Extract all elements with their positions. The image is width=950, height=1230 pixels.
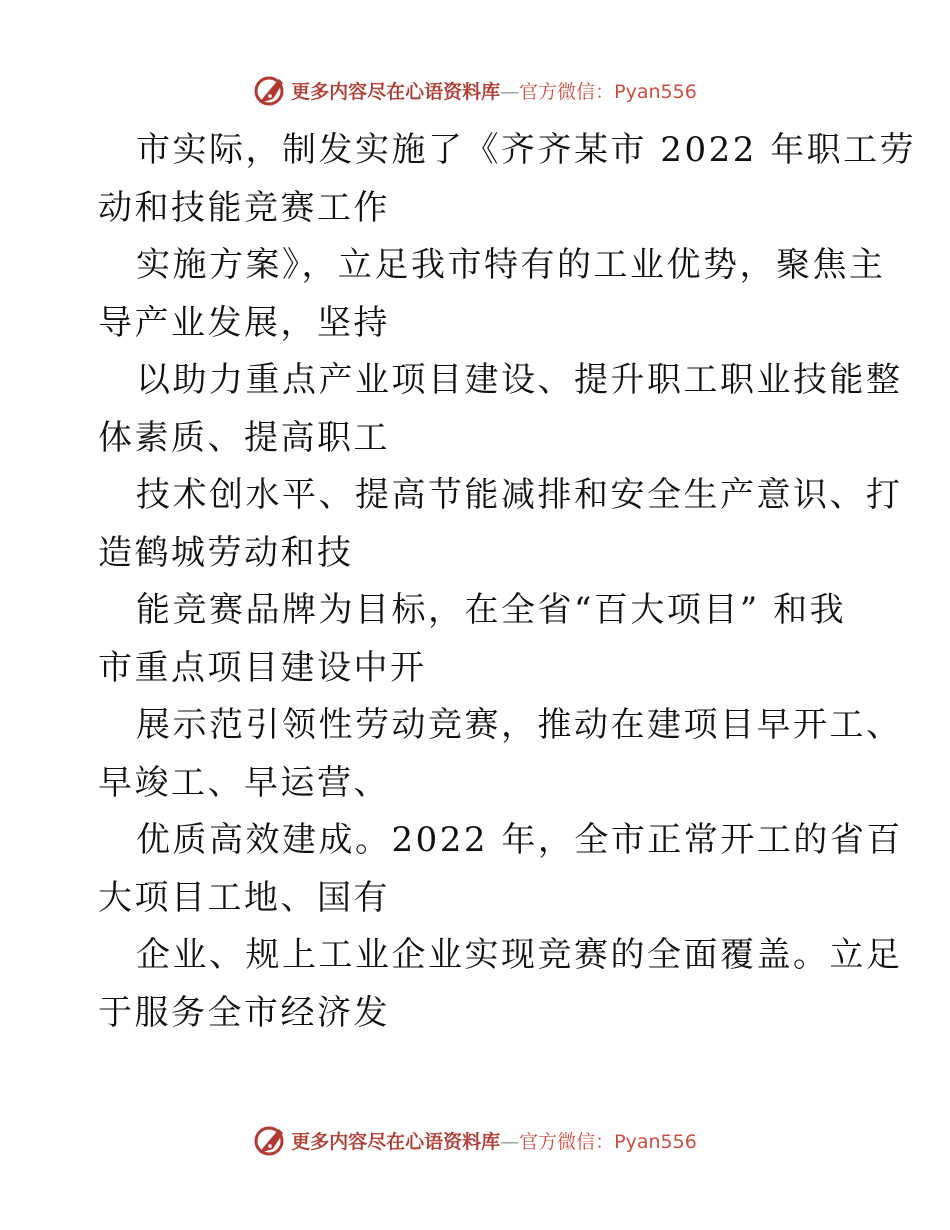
footer-banner (0, 1120, 950, 1160)
header-banner (0, 70, 950, 110)
banner-brand-text: 更多内容尽在心语资料库 (291, 1130, 501, 1153)
banner-wechat-text: 官方微信：Pyan556 (519, 1130, 697, 1153)
body-line: 能竞赛品牌为目标，在全省“百大项目” 和我 (136, 590, 847, 630)
body-line: 造鹤城劳动和技 (98, 532, 354, 573)
banner-separator: — (500, 80, 520, 103)
body-line: 体素质、提高职工 (98, 417, 390, 458)
banner-separator: — (500, 1130, 520, 1153)
body-line: 大项目工地、国有 (98, 877, 390, 918)
banner-text (291, 77, 697, 104)
body-line: 展示范引领性劳动竞赛，推动在建项目早开工、 (136, 705, 903, 745)
banner-text (291, 1127, 697, 1154)
banner-wechat-text: 官方微信：Pyan556 (519, 80, 697, 103)
body-line: 优质高效建成。2022 年，全市正常开工的省百 (136, 820, 903, 860)
body-line: 实施方案》，立足我市特有的工业优势，聚焦主 (136, 245, 886, 285)
pen-nib-circle-icon (253, 1123, 287, 1157)
body-line: 导产业发展，坚持 (98, 302, 390, 343)
body-line: 市实际，制发实施了《齐齐某市 2022 年职工劳 (136, 130, 917, 170)
document-body (98, 122, 917, 1042)
body-line: 动和技能竞赛工作 (98, 187, 390, 228)
body-line: 企业、规上工业企业实现竞赛的全面覆盖。立足 (136, 935, 903, 975)
body-line: 以助力重点产业项目建设、提升职工职业技能整 (136, 360, 903, 400)
body-line: 于服务全市经济发 (98, 992, 390, 1033)
body-line: 技术创水平、提高节能减排和安全生产意识、打 (136, 475, 903, 515)
body-line: 早竣工、早运营、 (98, 762, 390, 803)
banner-brand-text: 更多内容尽在心语资料库 (291, 80, 501, 103)
pen-nib-circle-icon (253, 73, 287, 107)
body-line: 市重点项目建设中开 (98, 647, 427, 688)
